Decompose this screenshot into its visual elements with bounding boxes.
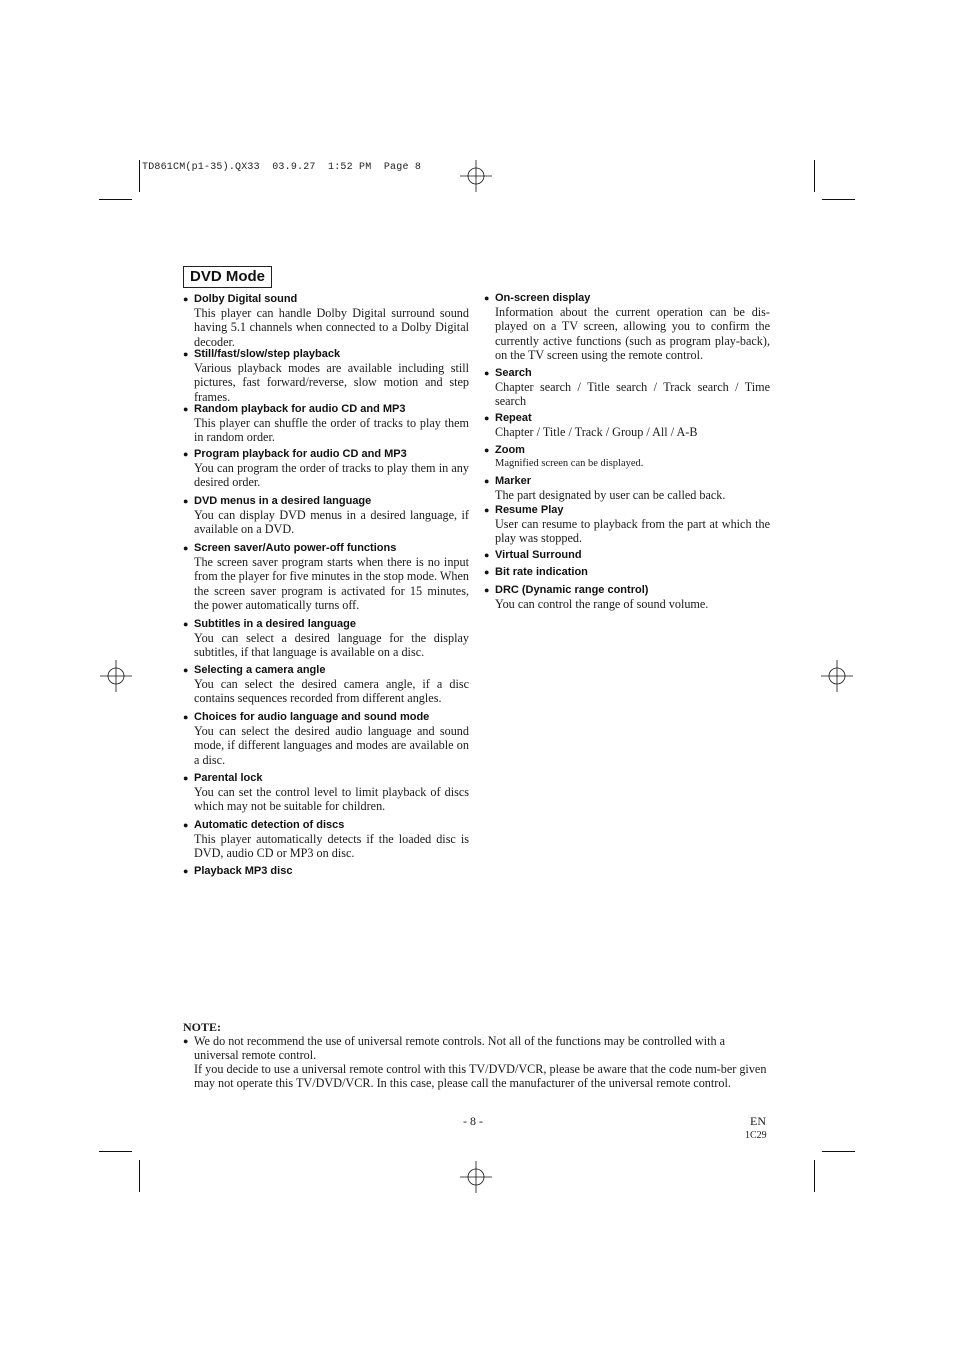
feature-title-text: DVD menus in a desired language <box>194 495 372 507</box>
feature-title <box>484 566 770 579</box>
feature-title-text: Selecting a camera angle <box>194 664 326 676</box>
feature-description: Chapter search / Title search / Track search / Time search <box>495 380 770 409</box>
registration-mark-icon <box>821 660 853 692</box>
bullet-icon: ● <box>484 445 490 455</box>
bullet-icon: ● <box>484 550 490 560</box>
feature-item <box>484 292 770 363</box>
feature-title-text: Program playback for audio CD and MP3 <box>194 448 407 460</box>
registration-mark-icon <box>460 160 492 192</box>
bullet-icon: ● <box>183 496 189 506</box>
feature-title-text: Repeat <box>495 412 532 424</box>
feature-item <box>183 819 469 861</box>
note-paragraph: We do not recommend the use of universal remote controls. Not all of the functions may be controlled with a universal remote control. <box>194 1034 726 1062</box>
bullet-icon: ● <box>484 585 490 595</box>
bullet-icon: ● <box>183 712 189 722</box>
feature-title <box>183 819 469 832</box>
feature-item <box>183 293 469 349</box>
language-code: EN <box>750 1114 766 1128</box>
feature-description: You can select the desired camera angle, if a disc contains sequences recorded from different angles. <box>194 677 469 706</box>
feature-title-text: Playback MP3 disc <box>194 865 293 877</box>
feature-title-text: Automatic detection of discs <box>194 819 345 831</box>
feature-item <box>183 542 469 613</box>
feature-title <box>484 475 770 488</box>
feature-item <box>484 504 770 546</box>
bullet-icon: ● <box>484 413 490 423</box>
feature-item <box>183 772 469 814</box>
feature-item <box>484 475 770 502</box>
feature-title <box>183 711 469 724</box>
bullet-icon: ● <box>183 820 189 830</box>
feature-title-text: Parental lock <box>194 772 263 784</box>
feature-item <box>183 865 469 878</box>
feature-title <box>484 444 770 457</box>
crop-mark <box>814 160 815 192</box>
crop-mark <box>822 199 855 200</box>
feature-description: You can set the control level to limit playback of discs which may not be suitable for children. <box>194 785 469 814</box>
bullet-icon: ● <box>484 293 490 303</box>
feature-title-text: Subtitles in a desired language <box>194 618 356 630</box>
bullet-icon: ● <box>183 543 189 553</box>
feature-description: Magnified screen can be displayed. <box>495 458 644 469</box>
bullet-icon: ● <box>183 619 189 629</box>
bullet-icon: ● <box>183 1036 189 1046</box>
feature-description: You can program the order of tracks to play them in any desired order. <box>194 461 469 490</box>
bullet-icon: ● <box>183 294 189 304</box>
feature-item <box>183 618 469 660</box>
feature-title-text: Still/fast/slow/step playback <box>194 348 341 360</box>
feature-description: You can select the desired audio language and sound mode, if different languages and modes are available on a disc. <box>194 724 469 767</box>
feature-title <box>484 584 770 597</box>
feature-title <box>183 293 469 306</box>
note-body <box>183 1034 769 1090</box>
feature-description: Chapter / Title / Track / Group / All / A-B <box>495 425 698 439</box>
feature-title-text: DRC (Dynamic range control) <box>495 584 649 596</box>
feature-item <box>484 549 770 562</box>
page-number: - 8 - <box>463 1114 483 1128</box>
feature-title <box>484 292 770 305</box>
feature-title-text: Marker <box>495 475 532 487</box>
crop-mark <box>99 1151 132 1152</box>
feature-item <box>183 495 469 537</box>
section-title: DVD Mode <box>183 266 272 288</box>
feature-item <box>484 584 770 611</box>
bullet-icon: ● <box>183 665 189 675</box>
feature-description: This player can shuffle the order of tracks to play them in random order. <box>194 416 469 445</box>
feature-title <box>183 403 469 416</box>
feature-description: You can select a desired language for the display subtitles, if that language is available on a disc. <box>194 631 469 660</box>
feature-title <box>484 549 770 562</box>
feature-title-text: Search <box>495 367 532 379</box>
feature-title-text: Dolby Digital sound <box>194 293 298 305</box>
feature-item <box>484 444 770 470</box>
feature-title <box>183 865 469 878</box>
feature-item <box>484 412 770 439</box>
feature-description: Information about the current operation can be dis-played on a TV screen, allowing you to confirm the currently active functions (such as program play-back), on the TV screen using the remote control. <box>495 305 770 363</box>
feature-title-text: Resume Play <box>495 504 564 516</box>
feature-item <box>484 566 770 579</box>
bullet-icon: ● <box>183 404 189 414</box>
crop-mark <box>139 1160 140 1192</box>
bullet-icon: ● <box>183 449 189 459</box>
note-paragraph: If you decide to use a universal remote control with this TV/DVD/VCR, please be aware that the code num-ber given may not operate this TV/DVD/VCR. In this case, please call the manufacturer of the universal remote control. <box>194 1062 767 1090</box>
feature-item <box>183 403 469 445</box>
feature-description: You can control the range of sound volume. <box>495 597 709 611</box>
feature-title <box>484 367 770 380</box>
crop-mark <box>99 199 132 200</box>
bullet-icon: ● <box>183 349 189 359</box>
crop-mark <box>822 1151 855 1152</box>
document-code: 1C29 <box>745 1130 767 1141</box>
note-title: NOTE: <box>183 1020 222 1034</box>
bullet-icon: ● <box>183 866 189 876</box>
feature-description: You can display DVD menus in a desired language, if available on a DVD. <box>194 508 469 537</box>
feature-title <box>183 348 469 361</box>
feature-title <box>484 504 770 517</box>
feature-description: The part designated by user can be called back. <box>495 488 726 502</box>
bullet-icon: ● <box>183 773 189 783</box>
crop-mark <box>814 1160 815 1192</box>
feature-title-text: Choices for audio language and sound mode <box>194 711 430 723</box>
feature-title-text: Random playback for audio CD and MP3 <box>194 403 406 415</box>
bullet-icon: ● <box>484 567 490 577</box>
feature-title-text: Virtual Surround <box>495 549 582 561</box>
feature-item <box>183 711 469 767</box>
feature-title <box>484 412 770 425</box>
registration-mark-icon <box>460 1161 492 1193</box>
feature-title <box>183 542 469 555</box>
feature-title-text: On-screen display <box>495 292 591 304</box>
bullet-icon: ● <box>484 505 490 515</box>
crop-mark <box>139 160 140 192</box>
feature-item <box>183 448 469 490</box>
feature-title-text: Screen saver/Auto power-off functions <box>194 542 397 554</box>
registration-mark-icon <box>100 660 132 692</box>
feature-title <box>183 495 469 508</box>
feature-description: Various playback modes are available including still pictures, fast forward/reverse, slow motion and step frames. <box>194 361 469 404</box>
feature-title <box>183 664 469 677</box>
feature-item <box>484 367 770 409</box>
feature-description: This player can handle Dolby Digital surround sound having 5.1 channels when connected to a Dolby Digital decoder. <box>194 306 469 349</box>
printer-slug: TD861CM(p1-35).QX33 03.9.27 1:52 PM Page 8 <box>142 162 422 173</box>
feature-title <box>183 772 469 785</box>
feature-item <box>183 664 469 706</box>
feature-description: This player automatically detects if the loaded disc is DVD, audio CD or MP3 on disc. <box>194 832 469 861</box>
feature-title-text: Zoom <box>495 444 525 456</box>
bullet-icon: ● <box>484 476 490 486</box>
feature-title <box>183 618 469 631</box>
feature-item <box>183 348 469 404</box>
feature-title-text: Bit rate indication <box>495 566 588 578</box>
bullet-icon: ● <box>484 368 490 378</box>
feature-description: The screen saver program starts when there is no input from the player for five minutes in the stop mode. When the screen saver program is activated for 15 minutes, the power automatically turns off. <box>194 555 469 613</box>
feature-description: User can resume to playback from the part at which the play was stopped. <box>495 517 770 546</box>
feature-title <box>183 448 469 461</box>
